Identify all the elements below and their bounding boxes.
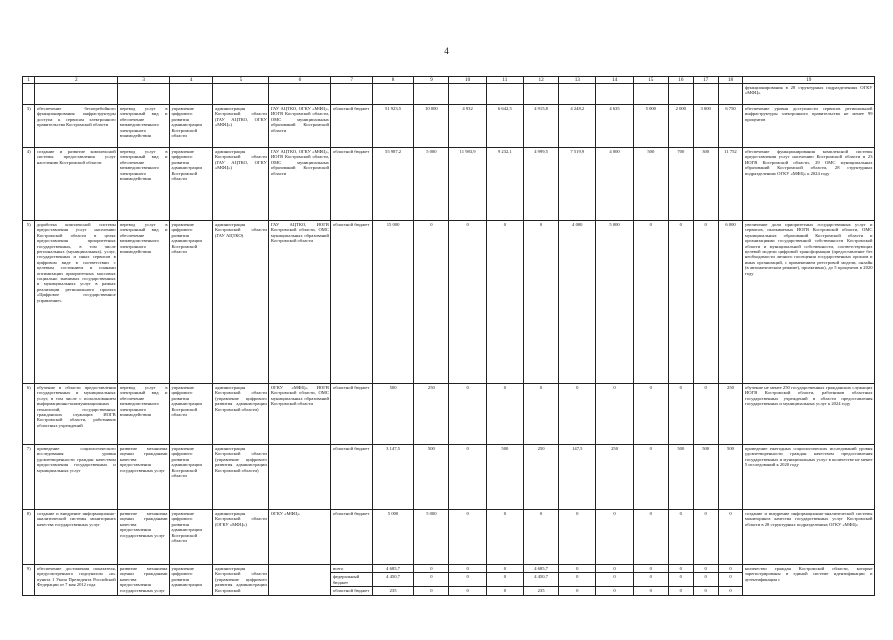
value-cell: 2 000: [668, 105, 693, 148]
text-cell: [269, 565, 331, 596]
text-cell: администрация Костромской области (управление цифрового развития администрации Костромской: [213, 565, 269, 596]
value-cell: 250: [596, 445, 633, 510]
value-cell: 3 000: [693, 105, 718, 148]
value-cell: 0: [486, 587, 523, 595]
text-cell: областной бюджет: [331, 148, 372, 221]
text-cell: 5): [23, 221, 35, 384]
text-cell: управление цифрового развития администрации: [169, 565, 212, 596]
text-cell: создание и развитие комплексной системы предоставления услуг населению Костромской области: [35, 148, 118, 221]
text-cell: областной бюджет: [331, 445, 372, 510]
header-cell: 6: [269, 77, 331, 84]
value-cell: 0: [449, 510, 486, 565]
empty-cell: [118, 84, 170, 105]
value-cell: 500: [414, 445, 449, 510]
text-cell: [269, 445, 331, 510]
text-cell: перевод услуг в электронный вид и обеспечение межведомственного электронного взаимодействия: [118, 221, 170, 384]
header-cell: 13: [559, 77, 596, 84]
header-cell: 9: [414, 77, 449, 84]
value-cell: 51 923,5: [372, 105, 413, 148]
text-cell: 8): [23, 510, 35, 565]
value-cell: 235: [372, 587, 413, 595]
value-cell: 500: [372, 384, 413, 445]
empty-cell: [169, 84, 212, 105]
value-cell: 7 519,9: [559, 148, 596, 221]
value-cell: 11 983,9: [449, 148, 486, 221]
value-cell: 4 248,2: [559, 105, 596, 148]
value-cell: 0: [486, 221, 523, 384]
text-cell: ГАУ АЦТКО, ИОГВ Костромской области, ОМС муниципальных образований Костромской области: [269, 221, 331, 384]
value-cell: 0: [449, 565, 486, 573]
result-cell: количество граждан Костромской области, которые зарегистрированы в единой системе идентификации и аутентификации с: [743, 565, 875, 596]
value-cell: 0: [633, 445, 668, 510]
value-cell: 15 000: [372, 221, 413, 384]
header-cell: 10: [449, 77, 486, 84]
value-cell: 5 000: [372, 510, 413, 565]
value-cell: 6 750: [718, 105, 743, 148]
text-cell: развитие механизма оценки гражданами качества предоставления государственных услуг: [118, 445, 170, 510]
value-cell: 0: [414, 573, 449, 587]
value-cell: 0: [596, 565, 633, 573]
value-cell: 0: [596, 510, 633, 565]
value-cell: 0: [693, 510, 718, 565]
result-cell: функционирования в 28 структурных подразделениях ОГКУ «МФЦ»: [743, 84, 875, 105]
value-cell: 4 932: [449, 105, 486, 148]
value-cell: 0: [718, 587, 743, 595]
value-cell: 500: [668, 445, 693, 510]
value-cell: 4 635: [596, 105, 633, 148]
table-row: [23, 221, 875, 384]
empty-cell: [693, 84, 718, 105]
text-cell: ГАУ АЦТКО, ОГКУ «МФЦ», ИОГВ Костромской области, ОМС муниципальных образований Костромской области: [269, 105, 331, 148]
empty-cell: [331, 84, 372, 105]
value-cell: 0: [523, 384, 558, 445]
value-cell: 300: [693, 148, 718, 221]
table-row: [23, 384, 875, 445]
text-cell: управление цифрового развития администрации Костромской области: [169, 384, 212, 445]
value-cell: 500: [693, 445, 718, 510]
value-cell: 0: [633, 221, 668, 384]
text-cell: администрация Костромской области (управление цифрового развития администрации Костромской области): [213, 445, 269, 510]
value-cell: 0: [668, 384, 693, 445]
budget-source-cell: областной бюджет: [331, 587, 372, 595]
value-cell: 9 232,1: [486, 148, 523, 221]
header-cell: 16: [668, 77, 693, 84]
text-cell: доработка комплексной системы предоставления услуг населению Костромской области в целях предоставления приоритетных государственных, в том числе региональных (муниципальных), услуг, государственных и иных сервисов в цифровом виде в соответствии с целевым состоянием и планами оптимизации приоритетных массовых социально значимых государственных и муниципальных услуг в рамках реализации регионального проекта «Цифровое государственное управление»: [35, 221, 118, 384]
value-cell: 0: [718, 565, 743, 573]
empty-cell: [668, 84, 693, 105]
value-cell: 0: [414, 221, 449, 384]
page-number: 4: [444, 46, 449, 56]
text-cell: ГАУ АЦТКО, ОГКУ «МФЦ», ИОГВ Костромской области, ОМС муниципальных образований Костромской области: [269, 148, 331, 221]
header-cell: 5: [213, 77, 269, 84]
value-cell: 0: [633, 510, 668, 565]
header-cell: 3: [118, 77, 170, 84]
text-cell: развитие механизма оценки гражданами качества предоставления государственных услуг: [118, 510, 170, 565]
value-cell: 0: [449, 445, 486, 510]
table-row: [23, 148, 875, 221]
text-cell: проведение социологического исследования уровня удовлетворенности граждан качеством предоставления государственных и муниципальных услуг: [35, 445, 118, 510]
value-cell: 500: [486, 445, 523, 510]
value-cell: 0: [596, 587, 633, 595]
value-cell: 0: [633, 573, 668, 587]
text-cell: управление цифрового развития администрации Костромской области: [169, 221, 212, 384]
text-cell: областной бюджет: [331, 510, 372, 565]
text-cell: администрация Костромской области (ОГКУ «МФЦ»): [213, 510, 269, 565]
value-cell: 0: [596, 384, 633, 445]
value-cell: 4 685,7: [372, 565, 413, 573]
text-cell: управление цифрового развития администрации Костромской области: [169, 148, 212, 221]
value-cell: 700: [668, 148, 693, 221]
value-cell: 0: [414, 587, 449, 595]
header-cell: 2: [35, 77, 118, 84]
value-cell: 6 000: [718, 221, 743, 384]
table-row: [23, 445, 875, 510]
header-cell: 12: [523, 77, 558, 84]
value-cell: 0: [523, 221, 558, 384]
value-cell: 10 000: [414, 105, 449, 148]
value-cell: 0: [668, 587, 693, 595]
header-row: [23, 77, 875, 84]
value-cell: 0: [486, 384, 523, 445]
value-cell: 147,5: [559, 445, 596, 510]
value-cell: 0: [693, 573, 718, 587]
header-cell: 8: [372, 77, 413, 84]
value-cell: 5 000: [596, 221, 633, 384]
empty-cell: [269, 84, 331, 105]
text-cell: обучение в области предоставления государственных и муниципальных услуг, в том числе с использованием информационно-коммуникационных технологий, государственных гражданских служащих ИОГВ Костромской области, работников областных учреждений: [35, 384, 118, 445]
budget-source-cell: всего: [331, 565, 372, 573]
header-cell: 17: [693, 77, 718, 84]
value-cell: 0: [523, 510, 558, 565]
empty-cell: [633, 84, 668, 105]
empty-cell: [486, 84, 523, 105]
value-cell: 5 000: [414, 510, 449, 565]
text-cell: администрация Костромской области (ГАУ АЦТКО): [213, 221, 269, 384]
result-cell: обеспечение функционирования комплексной системы предоставления услуг населению Костромской области в 23 ИОГВ Костромской области, 29 ОМС муниципальных образований Костромской области, 28 структурных подразделениях ОГКУ «МФЦ» к 2024 году: [743, 148, 875, 221]
text-cell: администрация Костромской области (ГАУ АЦТКО, ОГКУ «МФЦ»): [213, 148, 269, 221]
text-cell: развитие механизма оценки гражданами качества предоставления государственных услуг: [118, 565, 170, 596]
value-cell: 0: [559, 573, 596, 587]
result-cell: увеличение доли приоритетных государственных услуг и сервисов, оказываемых ИОГВ Костромской области, ОМС муниципальных образований Костромской области и организациями государственной собственности Костромской области и муниципальной собственности, соответствующих целевой модели цифровой трансформации (предоставление без необходимости личного посещения государственных органов и иных организаций, с применением реестровой модели, онлайн (в автоматическом режиме), проактивно), до 5 процентов в 2020 году: [743, 221, 875, 384]
text-cell: администрация Костромской области (ГАУ АЦТКО, ОГКУ «МФЦ»): [213, 105, 269, 148]
table-row: [23, 105, 875, 148]
value-cell: 0: [693, 565, 718, 573]
value-cell: 55 987,2: [372, 148, 413, 221]
text-cell: обеспечение бесперебойного функционирования инфраструктуры доступа к сервисам электронного правительства Костромской области: [35, 105, 118, 148]
text-cell: создание и внедрение информационно-аналитической системы мониторинга качества государственных услуг: [35, 510, 118, 565]
value-cell: 0: [668, 573, 693, 587]
value-cell: 0: [693, 587, 718, 595]
value-cell: 0: [718, 573, 743, 587]
value-cell: 0: [633, 565, 668, 573]
value-cell: 0: [693, 221, 718, 384]
value-cell: 0: [559, 510, 596, 565]
value-cell: 0: [633, 384, 668, 445]
value-cell: 0: [449, 221, 486, 384]
value-cell: 0: [486, 565, 523, 573]
value-cell: 0: [596, 573, 633, 587]
value-cell: 4 450,7: [372, 573, 413, 587]
value-cell: 6 642,5: [486, 105, 523, 148]
value-cell: 3 147,5: [372, 445, 413, 510]
value-cell: 235: [523, 587, 558, 595]
table-row: [23, 565, 875, 573]
text-cell: управление цифрового развития администрации Костромской области: [169, 105, 212, 148]
value-cell: 0: [668, 510, 693, 565]
result-cell: обеспечение уровня доступности сервисов региональной инфраструктуры электронного правительства не менее 99 процентов: [743, 105, 875, 148]
value-cell: 4 000: [596, 148, 633, 221]
result-cell: проведение ежегодных социологических исследований уровня удовлетворенности граждан качеством предоставления государственных и муниципальных услуг в количестве не менее 5 исследований к 2020 году: [743, 445, 875, 510]
value-cell: 5 000: [414, 148, 449, 221]
value-cell: 0: [559, 565, 596, 573]
value-cell: 4 999,5: [523, 148, 558, 221]
value-cell: 0: [449, 384, 486, 445]
value-cell: 250: [718, 384, 743, 445]
value-cell: 4 450,7: [523, 573, 558, 587]
empty-cell: [718, 84, 743, 105]
text-cell: управление цифрового развития администрации Костромской области: [169, 445, 212, 510]
value-cell: 0: [633, 587, 668, 595]
text-cell: областной бюджет: [331, 105, 372, 148]
text-cell: администрация Костромской области (управление цифрового развития администрации Костромской области): [213, 384, 269, 445]
budget-source-cell: федеральный бюджет: [331, 573, 372, 587]
header-cell: 4: [169, 77, 212, 84]
text-cell: 7): [23, 445, 35, 510]
value-cell: 4 685,7: [523, 565, 558, 573]
text-cell: перевод услуг в электронный вид и обеспечение межведомственного электронного взаимодействия: [118, 148, 170, 221]
header-cell: 11: [486, 77, 523, 84]
value-cell: 500: [633, 148, 668, 221]
value-cell: 5 000: [633, 105, 668, 148]
text-cell: ОГКУ «МФЦ», ИОГВ Костромской области, ОМС муниципальных образований Костромской области: [269, 384, 331, 445]
value-cell: 0: [668, 221, 693, 384]
text-cell: обеспечение достижения показателя, предусмотренного подпунктом «и» пункта 1 Указа Президента Российской Федерации от 7 мая 2012 года: [35, 565, 118, 596]
value-cell: 250: [414, 384, 449, 445]
text-cell: перевод услуг в электронный вид и обеспечение межведомственного электронного взаимодействия: [118, 384, 170, 445]
empty-cell: [523, 84, 558, 105]
empty-cell: [372, 84, 413, 105]
header-cell: 1: [23, 77, 35, 84]
value-cell: 0: [414, 565, 449, 573]
result-cell: обучение не менее 250 государственных гражданских служащих ИОГВ Костромской области, работников областных государственных учреждений в области предоставления государственных и муниципальных услуг к 2024 году: [743, 384, 875, 445]
value-cell: 0: [449, 587, 486, 595]
value-cell: 0: [486, 573, 523, 587]
value-cell: 0: [718, 510, 743, 565]
text-cell: перевод услуг в электронный вид и обеспечение межведомственного электронного взаимодействия: [118, 105, 170, 148]
value-cell: 0: [559, 384, 596, 445]
program-table: [22, 76, 875, 596]
header-cell: 14: [596, 77, 633, 84]
header-cell: 19: [743, 77, 875, 84]
empty-cell: [213, 84, 269, 105]
value-cell: 0: [693, 384, 718, 445]
value-cell: 0: [668, 565, 693, 573]
empty-cell: [449, 84, 486, 105]
value-cell: 0: [449, 573, 486, 587]
text-cell: управление цифрового развития администрации Костромской области: [169, 510, 212, 565]
value-cell: 0: [559, 587, 596, 595]
header-cell: 18: [718, 77, 743, 84]
text-cell: 9): [23, 565, 35, 596]
text-cell: 6): [23, 384, 35, 445]
result-cell: создание и внедрение информационно-аналитической системы мониторинга качества государственных услуг Костромской области в 28 структурных подразделениях ОГКУ «МФЦ»: [743, 510, 875, 565]
text-cell: ОГКУ «МФЦ»: [269, 510, 331, 565]
value-cell: 0: [486, 510, 523, 565]
empty-cell: [23, 84, 35, 105]
text-cell: областной бюджет: [331, 384, 372, 445]
table-row: [23, 84, 875, 105]
header-cell: 7: [331, 77, 372, 84]
text-cell: 4): [23, 148, 35, 221]
empty-cell: [414, 84, 449, 105]
value-cell: 500: [718, 445, 743, 510]
table-row: [23, 510, 875, 565]
empty-cell: [559, 84, 596, 105]
empty-cell: [35, 84, 118, 105]
value-cell: 4 915,8: [523, 105, 558, 148]
value-cell: 250: [523, 445, 558, 510]
value-cell: 11 752: [718, 148, 743, 221]
text-cell: 3): [23, 105, 35, 148]
empty-cell: [596, 84, 633, 105]
header-cell: 15: [633, 77, 668, 84]
text-cell: областной бюджет: [331, 221, 372, 384]
value-cell: 4 000: [559, 221, 596, 384]
